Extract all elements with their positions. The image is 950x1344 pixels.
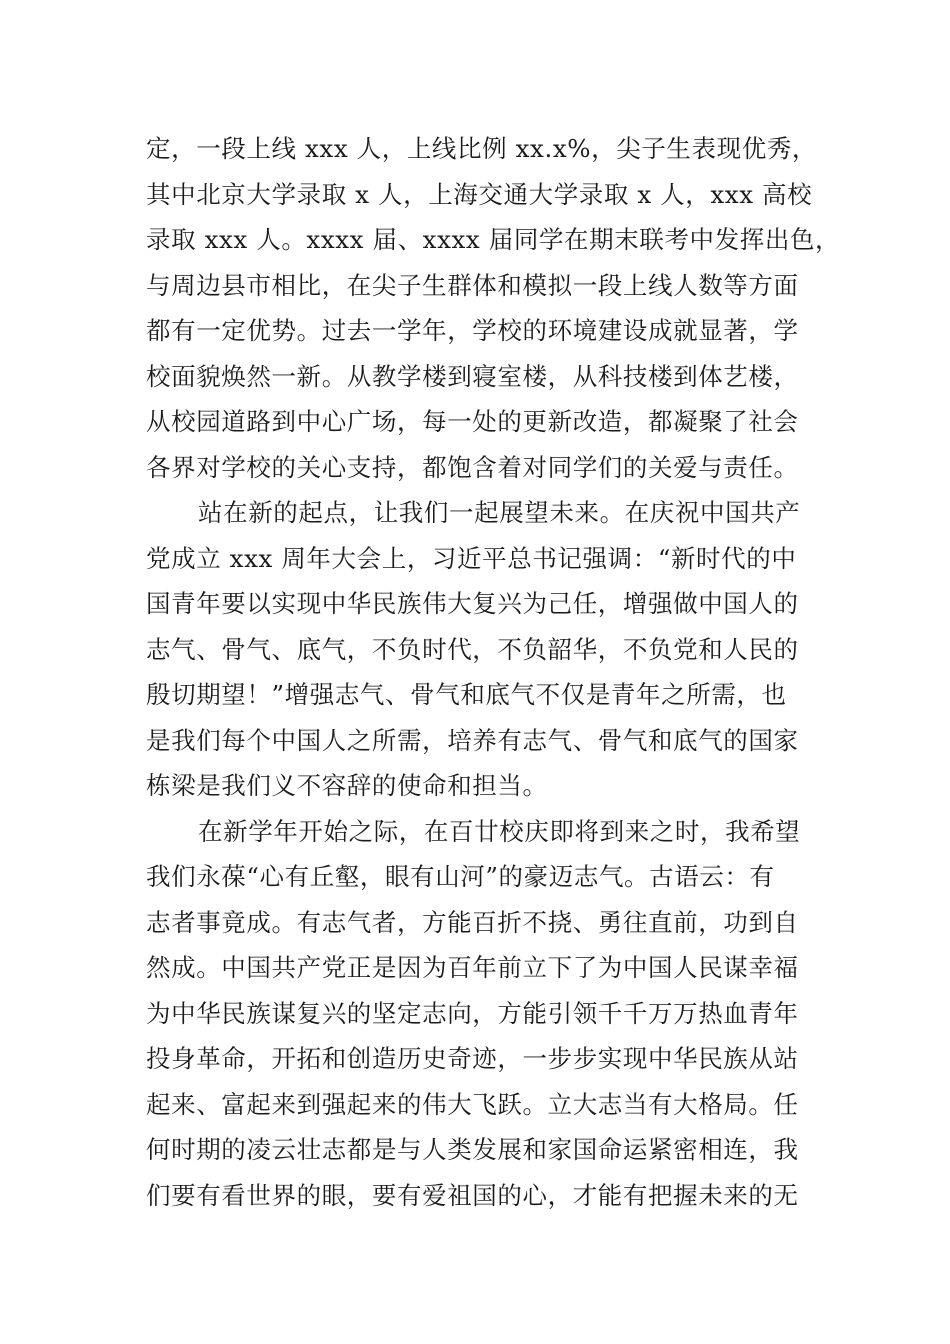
text-line: 投身革命，开拓和创造历史奇迹，一步步实现中华民族从站 <box>146 1044 799 1073</box>
text-line: 然成。中国共产党正是因为百年前立下了为中国人民谋幸福 <box>146 953 799 982</box>
text-line: 都有一定优势。过去一学年，学校的环境建设成就显著，学 <box>146 316 799 345</box>
text-line: 其中北京大学录取 x 人，上海交通大学录取 x 人，xxx 高校 <box>146 179 813 209</box>
text-line: 校面貌焕然一新。从教学楼到寝室楼，从科技楼到体艺楼， <box>146 361 799 391</box>
text-line: 为中华民族谋复兴的坚定志向，方能引领千千万万热血青年 <box>146 998 799 1028</box>
text-line: 国青年要以实现中华民族伟大复兴为己任，增强做中国人的 <box>146 589 799 618</box>
text-line: 志者事竟成。有志气者，方能百折不挠、勇往直前，功到自 <box>146 907 799 937</box>
text-line: 各界对学校的关心支持，都饱含着对同学们的关爱与责任。 <box>146 452 799 482</box>
body-text <box>146 126 841 1218</box>
paragraph-start-line: 站在新的起点，让我们一起展望未来。在庆祝中国共产 <box>198 498 801 527</box>
paragraph-start-line: 在新学年开始之际，在百廿校庆即将到来之时，我希望 <box>198 816 801 846</box>
text-line: 定，一段上线 xxx 人，上线比例 xx.x%，尖子生表现优秀， <box>146 134 818 163</box>
text-line: 殷切期望！”增强志气、骨气和底气不仅是青年之所需，也 <box>146 680 787 709</box>
text-line: 们要有看世界的眼，要有爱祖国的心，才能有把握未来的无 <box>146 1180 799 1210</box>
text-line: 是我们每个中国人之所需，培养有志气、骨气和底气的国家 <box>146 725 799 755</box>
text-line: 志气、骨气、底气，不负时代，不负韶华，不负党和人民的 <box>146 634 799 664</box>
text-line: 我们永葆“心有丘壑，眼有山河”的豪迈志气。古语云：有 <box>146 862 775 891</box>
text-line: 从校园道路到中心广场，每一处的更新改造，都凝聚了社会 <box>146 407 799 436</box>
text-line: 栋梁是我们义不容辞的使命和担当。 <box>146 771 548 800</box>
text-line: 党成立 xxx 周年大会上，习近平总书记强调：“新时代的中 <box>146 543 797 573</box>
text-line: 何时期的凌云壮志都是与人类发展和家国命运紧密相连，我 <box>146 1135 799 1164</box>
text-line: 录取 xxx 人。xxxx 届、xxxx 届同学在期末联考中发挥出色， <box>146 225 841 254</box>
text-line: 起来、富起来到强起来的伟大飞跃。立大志当有大格局。任 <box>146 1089 799 1119</box>
text-line: 与周边县市相比，在尖子生群体和模拟一段上线人数等方面 <box>146 270 799 300</box>
